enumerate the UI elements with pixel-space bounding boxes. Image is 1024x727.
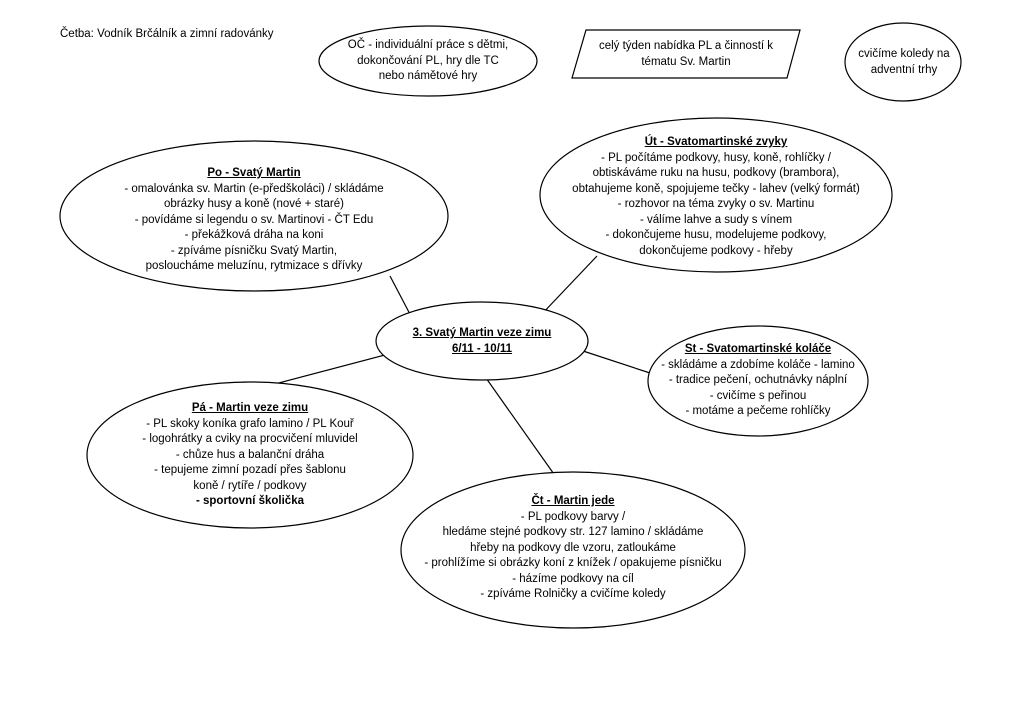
note-oc-line: nebo námětové hry xyxy=(378,70,478,82)
node-st-line: - skládáme a zdobíme koláče - lamino xyxy=(661,358,855,371)
node-ut-line: - PL počítáme podkovy, husy, koně, rohlíčky / xyxy=(601,151,831,164)
note-week-line: celý týden nabídka PL a činností k xyxy=(598,40,774,52)
node-ct-title: Čt - Martin jede xyxy=(531,495,615,507)
node-po-line: - omalovánka sv. Martin (e-předškoláci) / skládáme xyxy=(124,182,384,195)
node-ut-text xyxy=(552,135,880,259)
node-st-line: - cvičíme s peřinou xyxy=(709,389,807,402)
node-ct-text xyxy=(413,494,733,603)
node-ct-line: - zpíváme Rolničky a cvičíme koledy xyxy=(480,588,666,600)
node-po-text xyxy=(88,166,420,275)
node-pa-line: - PL skoky koníka grafo lamino / PL Kouř xyxy=(146,417,354,430)
node-ut-line: obtahujeme koně, spojujeme tečky - lahev (velký formát) xyxy=(572,182,860,195)
node-po-line: - zpíváme písničku Svatý Martin, xyxy=(170,244,338,257)
node-pa-title: Pá - Martin veze zimu xyxy=(191,402,309,414)
node-po-line: - povídáme si legendu o sv. Martinovi - ČT Edu xyxy=(134,213,374,226)
connector-st xyxy=(580,350,650,373)
node-pa-text xyxy=(110,401,390,510)
note-week-line: tématu Sv. Martin xyxy=(641,55,731,68)
node-pa-line: - tepujeme zimní pozadí přes šablonu xyxy=(154,464,346,476)
node-ut-title: Út - Svatomartinské zvyky xyxy=(644,136,788,148)
node-ct-line: - PL podkovy barvy / xyxy=(520,510,626,523)
node-st-text xyxy=(660,342,856,420)
note-oc-line: OČ - individuální práce s dětmi, xyxy=(347,39,509,51)
note-carols-line: adventní trhy xyxy=(870,63,938,76)
note-carols-text xyxy=(848,47,960,78)
node-po-line: posloucháme meluzínu, rytmizace s dřívky xyxy=(145,260,363,272)
connector-po xyxy=(390,276,412,318)
connector-ut xyxy=(540,256,597,316)
node-ct-line: - házíme podkovy na cíl xyxy=(512,572,634,585)
center-node-text xyxy=(392,326,572,357)
node-po-line: obrázky husy a koně (nové + staré) xyxy=(164,198,344,210)
center-node-title: 3. Svatý Martin veze zimu xyxy=(412,327,552,339)
node-ut-line: dokončujeme podkovy - hřeby xyxy=(639,244,793,257)
node-pa-bold-line: - sportovní školička xyxy=(195,495,304,507)
reading-caption: Četba: Vodník Brčálník a zimní radovánky xyxy=(60,28,274,40)
node-po-line: - překážková dráha na koni xyxy=(184,229,324,241)
node-ut-line: - rozhovor na téma zvyky o sv. Martinu xyxy=(617,198,815,210)
center-node-dates: 6/11 - 10/11 xyxy=(451,342,513,355)
node-ut-line: obtiskáváme ruku na husu, podkovy (brambora), xyxy=(592,167,840,179)
node-pa-line: - logohrátky a cviky na procvičení mluvidel xyxy=(142,433,358,445)
note-oc-line: dokončování PL, hry dle TC xyxy=(357,54,499,67)
node-po-title: Po - Svatý Martin xyxy=(207,167,301,179)
node-ct-line: hřeby na podkovy dle vzoru, zatloukáme xyxy=(470,541,676,554)
note-week-text xyxy=(578,39,794,70)
node-ut-line: - válíme lahve a sudy s vínem xyxy=(639,213,793,226)
node-pa-line: koně / rytíře / podkovy xyxy=(193,479,307,492)
connector-ct xyxy=(486,378,556,477)
node-st-line: - motáme a pečeme rohlíčky xyxy=(685,405,831,417)
node-pa-line: - chůze hus a balanční dráha xyxy=(175,448,325,461)
note-carols-line: cvičíme koledy na xyxy=(858,48,950,60)
node-ct-line: - prohlížíme si obrázky koní z knížek / opakujeme písničku xyxy=(424,557,722,569)
note-oc-text xyxy=(330,38,526,85)
node-st-title: St - Svatomartinské koláče xyxy=(684,343,832,355)
node-ct-line: hledáme stejné podkovy str. 127 lamino / skládáme xyxy=(442,526,704,538)
node-st-line: - tradice pečení, ochutnávky náplní xyxy=(668,374,848,386)
node-ut-line: - dokončujeme husu, modelujeme podkovy, xyxy=(605,229,827,241)
